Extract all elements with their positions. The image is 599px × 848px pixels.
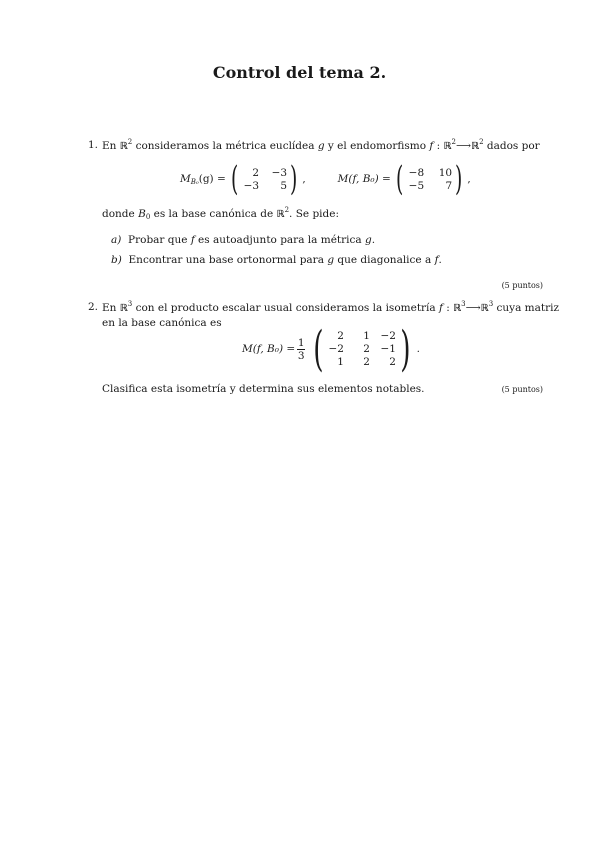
q1-equation-row: $M_{B_0}(g)$ = ( 2 −3 −3 5 ) , M(f, B₀) = ( −8 10 −5 7 ) , [180, 159, 471, 199]
q1-where-a: donde [102, 208, 139, 220]
part-a-text: Probar que [128, 234, 191, 246]
real-set-symbol: ℝ [276, 209, 285, 220]
part-a-text-2: es autoadjunto para la métrica [194, 234, 366, 246]
map-symbol: f [429, 140, 434, 152]
endomorphism-matrix: ( −8 10 −5 7 ) [395, 159, 463, 199]
question-1-part-a: a) Probar que f es autoadjunto para la métrica g. [111, 234, 376, 246]
lhs-isometry-matrix: M(f, B₀) = [242, 343, 296, 355]
fraction-one-third: $\frac{1}{3}$ [297, 336, 305, 362]
real-set-symbol: ℝ [119, 303, 128, 314]
q1-where-b: es la base canónica de [150, 208, 277, 220]
matrix-cell: 7 [445, 179, 453, 192]
matrix-cell: −3 [243, 179, 260, 192]
matrix-cell: 5 [280, 179, 288, 192]
matrix-cell: 2 [363, 356, 370, 368]
matrix-cell: −3 [271, 166, 288, 179]
matrix-cell: −5 [408, 179, 425, 192]
q1-text-b: consideramos la métrica euclídea [132, 140, 318, 152]
matrix-cell: 2 [389, 356, 396, 368]
part-b-label: b) [111, 254, 122, 266]
page-title: Control del tema 2. [212, 63, 387, 82]
q2-equation-row: M(f, B₀) = $\frac{1}{3}$ ( 2 1 −2 −2 2 −1 1 2 2 ) . [242, 321, 421, 377]
question-2-points: (5 puntos) [501, 385, 543, 394]
q1-where-c: . Se pide: [289, 208, 340, 220]
q1-text-c: y el endomorfismo [324, 140, 430, 152]
question-2-intro: En ℝ$^3$ con el producto escalar usual consideramos la isometría f : ℝ$^3$⟶ℝ$^3$ cuya matriz [102, 300, 560, 314]
part-b-text: Encontrar una base ortonormal para [128, 254, 328, 266]
real-set-symbol: ℝ [443, 141, 452, 152]
map-arrow: ⟶ [465, 302, 481, 314]
q1-text-a: En [102, 140, 120, 152]
matrix-cell: −2 [328, 343, 344, 355]
matrix-cell: −1 [380, 343, 396, 355]
matrix-cell: 1 [337, 356, 344, 368]
q2-text-b: con el producto escalar usual consideramos la isometría [132, 302, 440, 314]
question-2-number: 2. [88, 301, 99, 313]
matrix-cell: 2 [252, 166, 260, 179]
matrix-cell: −2 [380, 330, 396, 342]
real-set-symbol: ℝ [453, 303, 462, 314]
q1-text-d: dados por [483, 140, 540, 152]
lhs-endomorphism-matrix: M(f, B₀) = [337, 173, 391, 185]
part-a-label: a) [111, 234, 122, 246]
question-1-points: (5 puntos) [501, 281, 543, 290]
question-1-part-b: b) Encontrar una base ortonormal para g que diagonalice a f. [111, 254, 442, 266]
real-set-symbol: ℝ [480, 303, 489, 314]
part-b-text-2: que diagonalice a [334, 254, 435, 266]
metric-symbol: g [317, 140, 325, 152]
base-symbol: B [138, 208, 146, 220]
isometry-matrix: ( 2 1 −2 −2 2 −1 1 2 2 ) [313, 321, 411, 377]
real-set-symbol: ℝ [119, 141, 128, 152]
map-arrow: ⟶ [456, 140, 472, 152]
q2-text-c: cuya matriz [493, 302, 560, 314]
question-1-intro: En ℝ$^2$ consideramos la métrica euclídea g y el endomorfismo f : ℝ$^2$⟶ℝ$^2$ dados por [102, 138, 540, 152]
question-1-number: 1. [88, 139, 99, 151]
metric-matrix: ( 2 −3 −3 5 ) [230, 159, 298, 199]
question-1-where: donde $B_0$ es la base canónica de ℝ$^2$. Se pide: [102, 206, 340, 221]
question-2-closing: Clasifica esta isometría y determina sus elementos notables. [102, 383, 425, 395]
matrix-cell: 2 [337, 330, 344, 342]
matrix-cell: −8 [408, 166, 425, 179]
real-set-symbol: ℝ [471, 141, 480, 152]
matrix-cell: 10 [438, 166, 453, 179]
lhs-metric-matrix: $M_{B_0}(g)$ = [180, 173, 226, 186]
q2-text-a: En [102, 302, 120, 314]
matrix-cell: 1 [363, 330, 370, 342]
question-2-line-2: en la base canónica es [102, 317, 222, 329]
matrix-cell: 2 [363, 343, 370, 355]
